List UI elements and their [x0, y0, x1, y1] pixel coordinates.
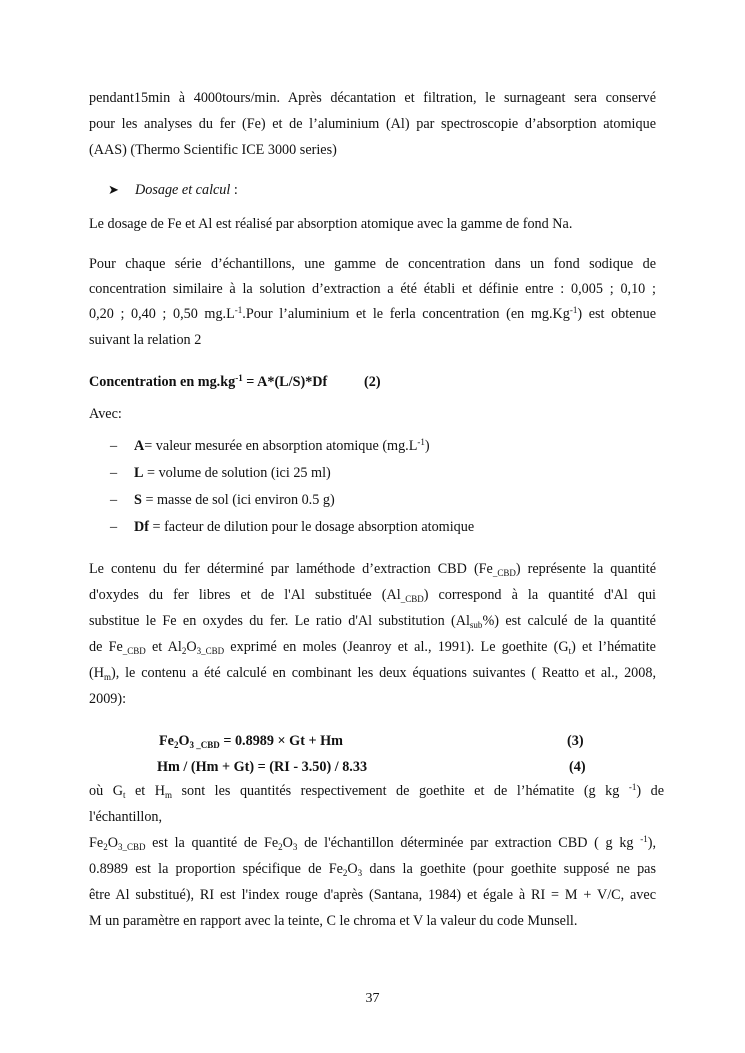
formula-2: Concentration en $mg.kg^{-1} = A*(L/S)*Df$ — [89, 373, 328, 390]
section-heading: ➤ Dosage et calcul : — [108, 182, 238, 198]
section-title: Dosage et calcul — [135, 182, 231, 198]
definition-item: – L = volume de solution (ici 25 ml) — [110, 465, 331, 481]
para1-line2: pour les analyses du fer (Fe) et de l’aluminium (Al) par spectroscopie d’absorption atomique — [89, 116, 656, 132]
equation-4-number: (4) — [569, 759, 586, 775]
definition-item: – S = masse de sol (ici environ 0.5 g) — [110, 492, 335, 508]
definition-item: – A= valeur mesurée en absorption atomique $(mg.L^{-1})$ — [110, 437, 430, 454]
para4-line3: substitue le Fe en oxydes du fer. Le ratio d'Al substitution $(Al_{sub}\%)$ est calculé de la quantité — [89, 613, 656, 630]
para4-line4: de $Fe_{\_CBD}$ et $Al_2O_{3\_CBD}$ exprimé en moles (Jeanroy et al., 1991). Le goethite $(G_t)$ et l’hématite — [89, 639, 656, 656]
para5-line4: 0.8989 est la proportion spécifique de $Fe_2O_3$ dans la goethite (pour goethite supposé ne pas — [89, 861, 656, 878]
dash-bullet-icon: – — [110, 465, 118, 481]
para5-line2: l'échantillon, — [89, 809, 163, 825]
para1-line3: (AAS) (Thermo Scientific ICE 3000 series) — [89, 142, 337, 158]
avec-label: Avec: — [89, 406, 122, 422]
para2: Le dosage de Fe et Al est réalisé par absorption atomique avec la gamme de fond Na. — [89, 216, 573, 232]
para1-line1: pendant15min à 4000tours/min. Après décantation et filtration, le surnageant sera conservé — [89, 90, 656, 106]
equation-4: Hm / (Hm + Gt) = (RI - 3.50) / 8.33 — [157, 759, 368, 775]
para3-line3: 0,20 ; 0,40 ; 0,50 $mg.L^{-1}.Pour$ l’aluminium et le ferla concentration (en $mg.Kg^{-1}$) est obtenue — [89, 305, 656, 322]
para5-line5: être Al substitué), RI est l'index rouge d'après (Santana, 1984) et égale à RI = M + V/C, avec — [89, 887, 656, 903]
para5-line6: M un paramètre en rapport avec la teinte, C le chroma et V la valeur du code Munsell. — [89, 913, 578, 929]
dash-bullet-icon: – — [110, 519, 118, 535]
para3-line4: suivant la relation 2 — [89, 332, 202, 348]
para3-line2: concentration similaire à la solution d’extraction a été établi et définie entre : 0,005 ; 0,10 ; — [89, 281, 656, 297]
para4-line2: d'oxydes du fer libres et de l'Al substituée $(Al_{\_CBD})$ correspond à la quantité d'Al qui — [89, 587, 656, 604]
para4-line6: 2009): — [89, 691, 127, 707]
page-number: 37 — [365, 991, 380, 1006]
para5-line3: $Fe_2O_{3\_CBD}$ est la quantité de $Fe_2O_3$ de l'échantillon déterminée par extraction CBD ( g kg $^{-1}$), — [89, 834, 656, 852]
formula-2-number: (2) — [364, 374, 381, 390]
para4-line1: Le contenu du fer déterminé par laméthode d’extraction CBD $(Fe_{\_CBD})$ représente la quantité — [89, 561, 656, 578]
arrow-bullet-icon: ➤ — [108, 182, 119, 197]
equation-3: $Fe_2O_{3 \_CBD} = 0.8989 \times Gt + Hm$ — [159, 733, 343, 750]
para3-line1: Pour chaque série d’échantillons, une gamme de concentration dans un fond sodique de — [89, 256, 656, 272]
dash-bullet-icon: – — [110, 438, 118, 454]
equation-3-number: (3) — [567, 733, 584, 749]
para4-line5: $(H_m)$, le contenu a été calculé en combinant les deux équations suivantes ( Reatto et al., 2008, — [89, 665, 656, 682]
definition-item: – Df = facteur de dilution pour le dosage absorption atomique — [110, 519, 475, 535]
dash-bullet-icon: – — [110, 492, 118, 508]
para5-line1: où $G_t$ et $H_m$ sont les quantités respectivement de goethite et de l’hématite (g kg $^{-1}$) de — [89, 782, 665, 800]
